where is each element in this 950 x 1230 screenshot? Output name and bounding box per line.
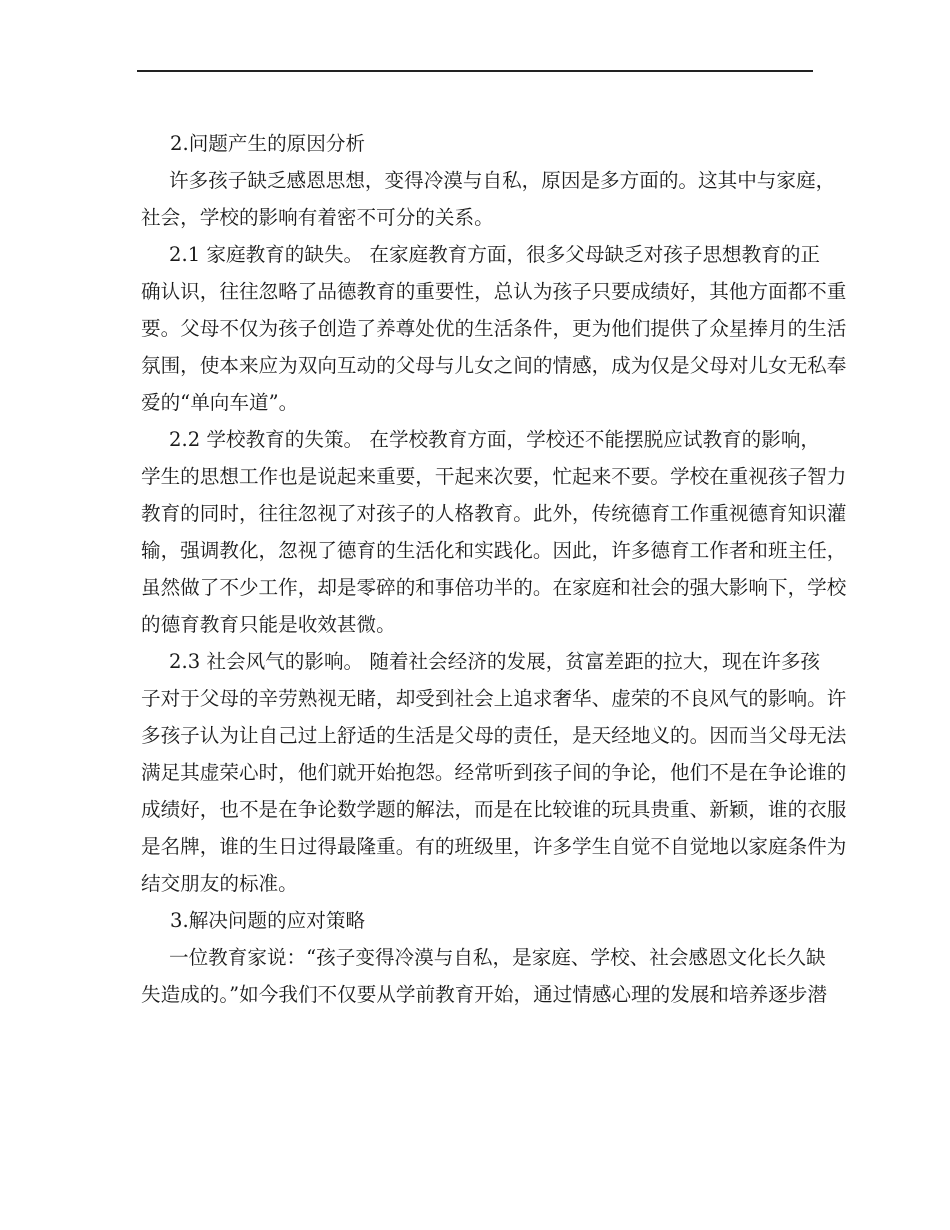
paragraph — [141, 939, 827, 1013]
paragraph-line: 失造成的。”如今我们不仅要从学前教育开始，通过情感心理的发展和培养逐步潜 — [141, 983, 827, 1006]
paragraph — [141, 162, 836, 236]
paragraph-line: 成绩好，也不是在争论数学题的解法，而是在比较谁的玩具贵重、新颖，谁的衣服 — [141, 798, 847, 821]
paragraph-line: 的德育教育只能是收效甚微。 — [141, 613, 396, 636]
paragraph-line: 虽然做了不少工作，却是零碎的和事倍功半的。在家庭和社会的强大影响下，学校 — [141, 576, 847, 599]
paragraph-line: 满足其虚荣心时，他们就开始抱怨。经常听到孩子间的争论，他们不是在争论谁的 — [141, 761, 847, 784]
paragraph-line: 氛围，使本来应为双向互动的父母与儿女之间的情感，成为仅是父母对儿女无私奉 — [141, 354, 847, 377]
paragraph — [141, 643, 847, 902]
paragraph-line: 许多孩子缺乏感恩思想，变得冷漠与自私，原因是多方面的。这其中与家庭， — [169, 169, 836, 192]
paragraph-line: 一位教育家说：“孩子变得冷漠与自私，是家庭、学校、社会感恩文化长久缺 — [169, 946, 826, 969]
header-rule — [137, 70, 813, 72]
paragraph-line: 确认识，往往忽略了品德教育的重要性，总认为孩子只要成绩好，其他方面都不重 — [141, 280, 847, 303]
paragraph-line: 输，强调教化，忽视了德育的生活化和实践化。因此，许多德育工作者和班主任， — [141, 539, 847, 562]
paragraph — [141, 421, 847, 643]
paragraph-line: 爱的“单向车道”。 — [141, 391, 299, 414]
paragraph-line: 2.3 社会风气的影响。 随着社会经济的发展，贫富差距的拉大，现在许多孩 — [169, 650, 821, 673]
document-body — [141, 125, 847, 1013]
paragraph-line: 教育的同时，往往忽视了对孩子的人格教育。此外，传统德育工作重视德育知识灌 — [141, 502, 847, 525]
section-heading: 2.问题产生的原因分析 — [170, 132, 366, 155]
paragraph-line: 多孩子认为让自己过上舒适的生活是父母的责任，是天经地义的。因而当父母无法 — [141, 724, 847, 747]
paragraph-line: 社会，学校的影响有着密不可分的关系。 — [141, 206, 494, 229]
paragraph-line: 子对于父母的辛劳熟视无睹，却受到社会上追求奢华、虚荣的不良风气的影响。许 — [141, 687, 847, 710]
paragraph — [141, 236, 847, 421]
paragraph-line: 结交朋友的标准。 — [141, 872, 298, 895]
paragraph-line: 是名牌，谁的生日过得最隆重。有的班级里，许多学生自觉不自觉地以家庭条件为 — [141, 835, 847, 858]
paragraph-line: 要。父母不仅为孩子创造了养尊处优的生活条件，更为他们提供了众星捧月的生活 — [141, 317, 847, 340]
paragraph-line: 2.2 学校教育的失策。 在学校教育方面，学校还不能摆脱应试教育的影响， — [169, 428, 821, 451]
paragraph-line: 2.1 家庭教育的缺失。 在家庭教育方面，很多父母缺乏对孩子思想教育的正 — [169, 243, 821, 266]
paragraph-line: 学生的思想工作也是说起来重要，干起来次要，忙起来不要。学校在重视孩子智力 — [141, 465, 847, 488]
section-heading: 3.解决问题的应对策略 — [170, 909, 366, 932]
